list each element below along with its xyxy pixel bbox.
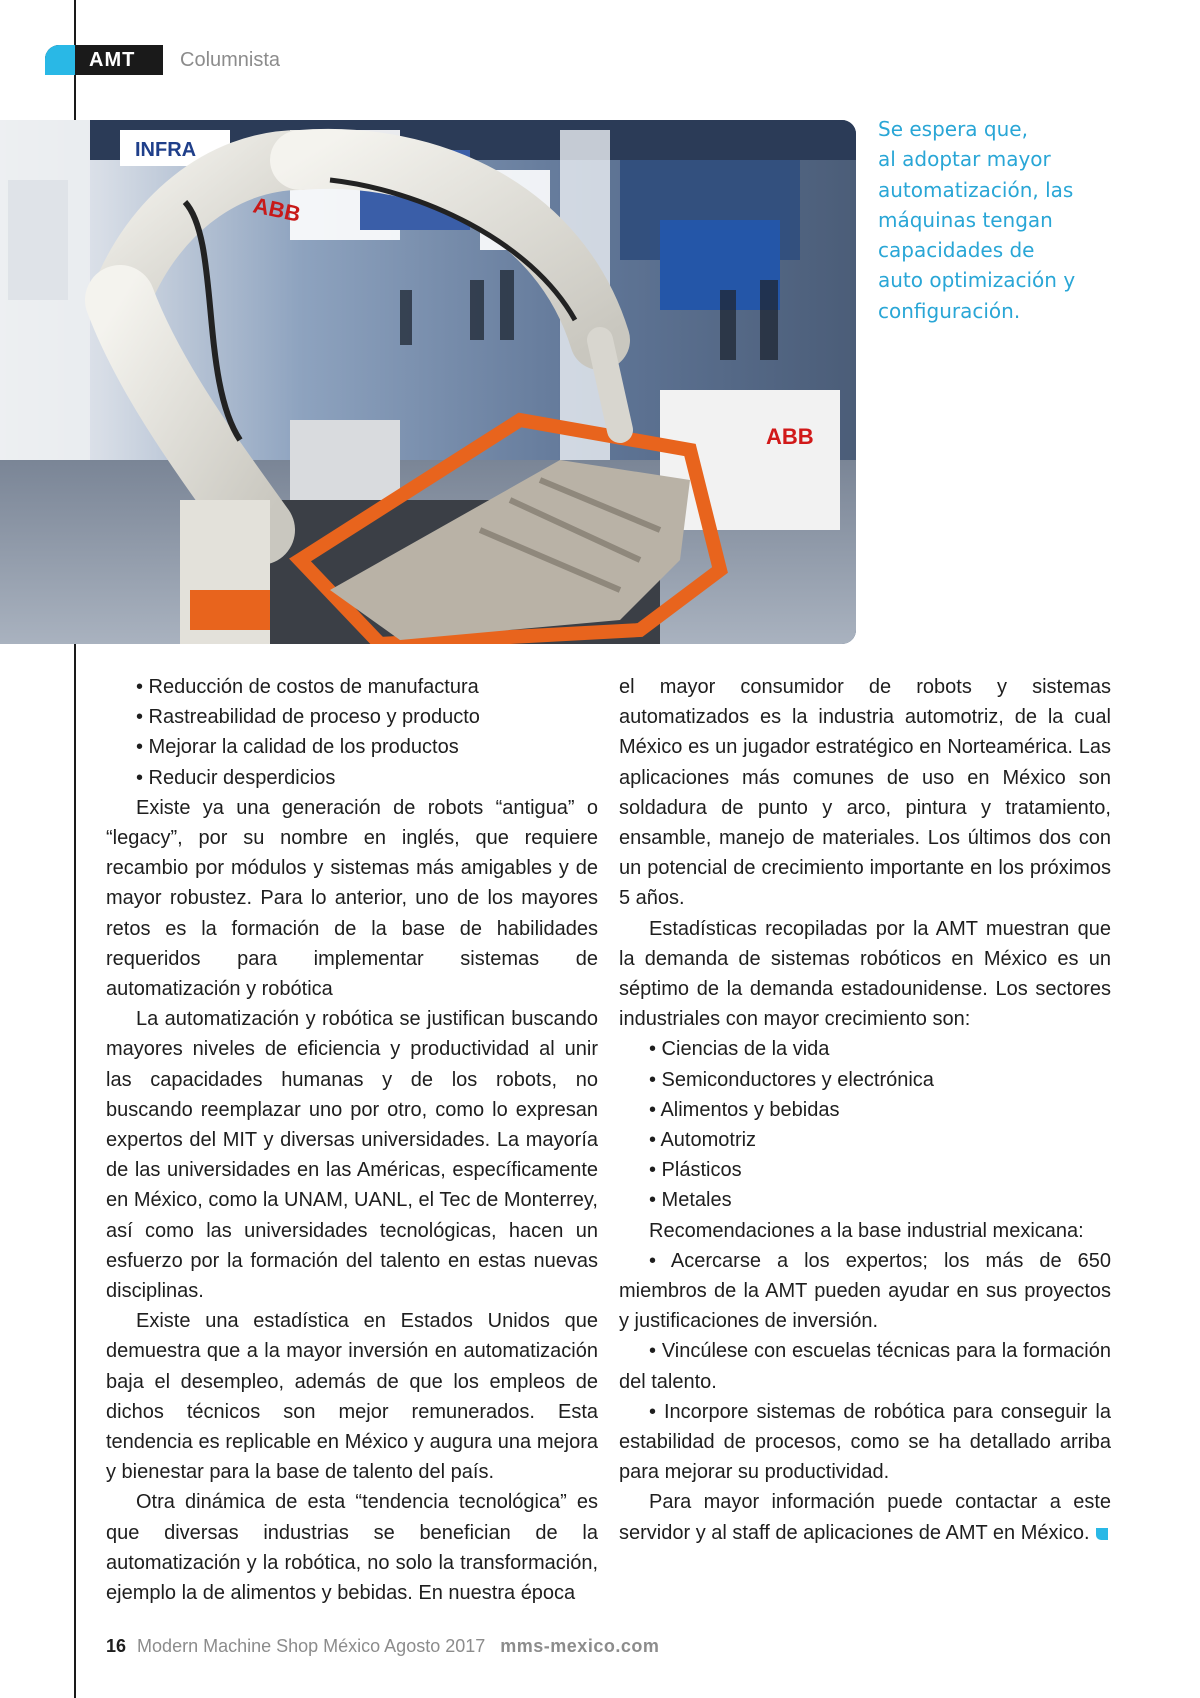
- list-item: • Reducir desperdicios: [136, 766, 336, 789]
- website-url: mms-mexico.com: [500, 1636, 660, 1656]
- list-item: • Automotriz: [649, 1129, 757, 1152]
- svg-text:INFRA: INFRA: [135, 139, 197, 161]
- list-item: • Reducción de costos de manufactura: [136, 676, 479, 698]
- svg-text:Principal: Principal: [368, 163, 422, 179]
- paragraph: La automatización y robótica se justifican buscando mayores niveles de eficiencia y productividad al unir las capacidades humanas y de los robots, no buscando reemplazar uno por otro, como lo expresan expertos del MIT y diversas universidades. La mayoría de las universidades en las Américas, específicamente en México, como la UNAM, UANL, el Tec de Monterrey, así como las universidades tecnológicas, hacen un esfuerzo por la formación del talento en estas nuevas disciplinas.: [106, 1008, 598, 1303]
- brand-tab-accent: [45, 45, 75, 75]
- list-item: • Plásticos: [649, 1159, 742, 1182]
- article-column-right: [619, 672, 1111, 1548]
- list-item: • Ciencias de la vida: [649, 1038, 830, 1061]
- brand-tab: [45, 45, 163, 75]
- list-item: • Semiconductores y electrónica: [649, 1068, 934, 1091]
- list-item: • Metales: [649, 1189, 732, 1212]
- paragraph: Existe ya una generación de robots “antigua” o “legacy”, por su nombre en inglés, que requiere recambio por módulos y sistemas más amigables y de mayor robustez. Para lo anterior, uno de los mayores retos es la formación de la base de habilidades requeridos para implementar sistemas de automatización y robótica: [106, 796, 598, 1001]
- svg-text:INFRA: INFRA: [305, 153, 348, 169]
- page-number: 16: [106, 1636, 127, 1656]
- closing-paragraph: [619, 1487, 1111, 1547]
- paragraph: Existe una estadística en Estados Unidos que demuestra que a la mayor inversión en automatización baja el desempleo, además de que los empleos de dichos técnicos son mejor remunerados. Esta tendencia es replicable en México y augura una mejora y bienestar para la base de talento del país.: [106, 1310, 598, 1484]
- pull-quote-line: configuración.: [878, 298, 1021, 323]
- end-mark-icon: [1096, 1528, 1108, 1540]
- pull-quote-line: máquinas tengan: [878, 207, 1053, 232]
- section-label: Columnista: [180, 49, 281, 71]
- svg-text:ABB: ABB: [766, 424, 814, 449]
- svg-text:ABB: ABB: [250, 192, 303, 227]
- pull-quote-line: auto optimización y: [878, 268, 1076, 293]
- paragraph: Estadísticas recopiladas por la AMT muestran que la demanda de sistemas robóticos en México es un séptimo de la demanda estadounidense. Los sectores industriales con mayor crecimiento son:: [619, 917, 1111, 1031]
- brand-label: AMT: [89, 49, 136, 71]
- recommendation: • Incorpore sistemas de robótica para conseguir la estabilidad de procesos, como se ha detallado arriba para mejorar su productividad.: [619, 1400, 1111, 1484]
- pull-quote-line: Se espera que,: [878, 117, 1028, 141]
- article-column-left: [106, 672, 598, 1608]
- page-footer: [106, 1636, 659, 1657]
- pull-quote-line: al adoptar mayor: [878, 147, 1051, 172]
- pull-quote: [878, 114, 1178, 326]
- list-item: • Alimentos y bebidas: [649, 1098, 840, 1121]
- recommendation: • Acercarse a los expertos; los más de 650 miembros de la AMT pueden ayudar en sus proyectos y justificaciones de inversión.: [619, 1249, 1111, 1333]
- recommendations-heading: Recomendaciones a la base industrial mexicana:: [649, 1219, 1084, 1242]
- robot-photo: [0, 120, 856, 644]
- publication-name: Modern Machine Shop México Agosto 2017: [137, 1636, 486, 1656]
- closing-text: Para mayor información puede contactar a este servidor y al staff de aplicaciones de AMT en México.: [619, 1491, 1111, 1544]
- list-item: • Mejorar la calidad de los productos: [136, 736, 459, 759]
- pull-quote-line: capacidades de: [878, 238, 1035, 263]
- recommendation: • Vincúlese con escuelas técnicas para la formación del talento.: [619, 1340, 1111, 1393]
- paragraph: el mayor consumidor de robots y sistemas automatizados es la industria automotriz, de la cual México es un jugador estratégico en Norteamérica. Las aplicaciones más comunes de uso en México son soldadura de punto y arco, pintura y tratamiento, ensamble, manejo de materiales. Los últimos dos con un potencial de crecimiento importante en los próximos 5 años.: [619, 676, 1111, 910]
- list-item: • Rastreabilidad de proceso y producto: [136, 706, 480, 729]
- pull-quote-line: automatización, las: [878, 177, 1074, 202]
- paragraph: Otra dinámica de esta “tendencia tecnológica” es que diversas industrias se benefician de la automatización y la robótica, no solo la transformación, ejemplo la de alimentos y bebidas. En nuestra época: [106, 1491, 598, 1605]
